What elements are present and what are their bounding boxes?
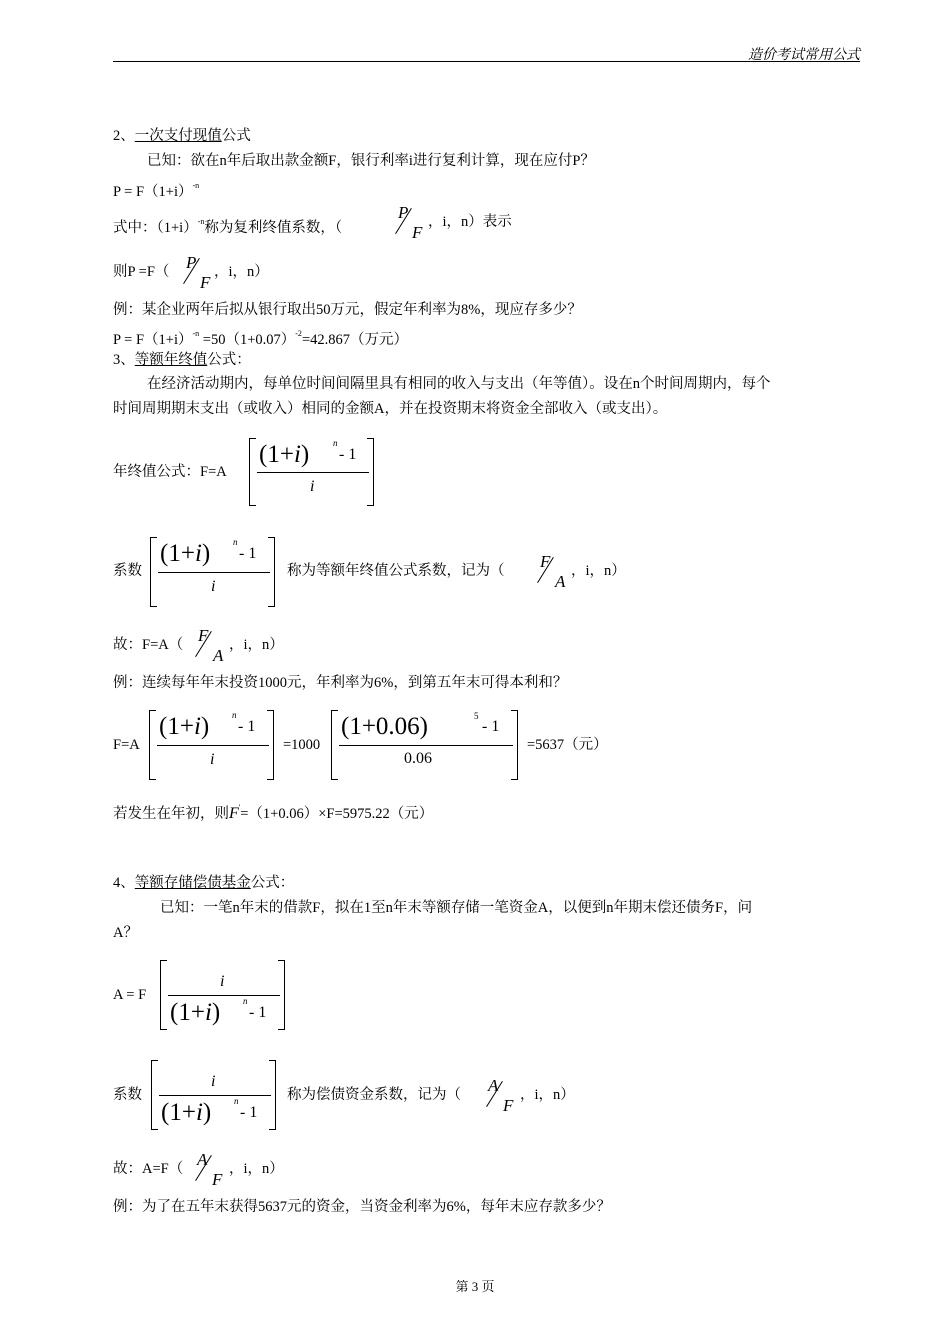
running-header: 造价考试常用公式 <box>748 48 860 63</box>
section-3-begin-year: 若发生在年初，则F'=（1+0.06）×F=5975.22（元） <box>113 803 434 822</box>
fv-minus-one: - 1 <box>339 446 357 463</box>
header-rule <box>113 61 860 62</box>
section-4-example: 例：为了在五年末获得5637元的资金，当资金利率为6%，每年末应存款多少？ <box>113 1199 611 1215</box>
section-2-example: 例：某企业两年后拟从银行取出50万元，假定年利率为8%，现应存多少？ <box>113 302 582 318</box>
fv-numerator: (1+i) <box>259 441 310 468</box>
calc-eq: =1000 <box>283 737 321 753</box>
calc-result: =5637（元） <box>527 737 608 753</box>
section-3-example: 例：连续每年年末投资1000元，年利率为6%，到第五年末可得本利和？ <box>113 675 568 691</box>
fv-exponent: n <box>333 438 338 448</box>
section-2-formula: $P = F(1+i)^{-n}$ <box>113 181 200 200</box>
ratio-bottom: F <box>503 1096 514 1115</box>
section-2-coef-line: 式中：$(1+i)^{-n}$称为复利终值系数，（ <box>113 217 343 236</box>
ratio-bottom: F <box>200 273 211 292</box>
ratio-bottom: A <box>555 572 566 591</box>
calc-minus-one: - 1 <box>482 718 500 735</box>
section-3-desc-2: 时间周期期末支出（或收入）相同的金额A，并在投资期末将资金全部收入（或支出）。 <box>113 401 668 417</box>
ratio-bottom: A <box>213 646 224 665</box>
ratio-top: P <box>186 253 197 272</box>
section-4-therefore-end: ，i，n） <box>229 1161 284 1177</box>
ratio-bottom: F <box>412 223 423 242</box>
section-4-heading: 4、等额存储偿债基金公式： <box>113 875 295 891</box>
sinking-coef-text: 称为偿债资金系数，记为（ <box>287 1087 461 1103</box>
sinking-coef-end: ，i，n） <box>520 1087 575 1103</box>
page-number: 第 3 页 <box>455 1279 495 1294</box>
calc-exponent: 5 <box>474 711 479 721</box>
calc-label: F=A <box>113 737 140 753</box>
sinking-coef-label: 系数 <box>113 1087 142 1103</box>
section-2-heading: 2、一次支付现值公式 <box>113 128 251 144</box>
section-2-then: 则P =F（ <box>113 264 170 280</box>
ratio-top: F <box>540 552 551 571</box>
section-4-therefore: 故：A=F（ <box>113 1161 184 1177</box>
fv-denominator: i <box>310 478 315 495</box>
ratio-top: A <box>197 1150 208 1169</box>
calc-numerator: (1+0.06) <box>341 713 428 740</box>
section-3-desc-1: 在经济活动期内，每单位时间间隔里具有相同的收入与支出（年等值）。设在n个时间周期内，每个 <box>147 376 771 392</box>
section-2-calc: $P = F(1+i)^{-n} =50(1+0.07)^{-2}=42.867$（万元） <box>113 329 408 348</box>
sinking-formula-label: A = F <box>113 987 147 1003</box>
section-4-known-2: A？ <box>113 925 138 941</box>
section-3-heading: 3、等额年终值公式： <box>113 352 251 368</box>
fv-formula-label: 年终值公式：F=A <box>113 464 227 480</box>
section-2-known: 已知：欲在n年后取出款金额F，银行利率i进行复利计算，现在应付P？ <box>147 153 595 169</box>
section-2-then-end: ，i，n） <box>214 264 269 280</box>
ratio-top: F <box>198 626 209 645</box>
ratio-top: A <box>488 1076 499 1095</box>
calc-denominator: 0.06 <box>404 750 432 767</box>
section-3-therefore-end: ，i，n） <box>229 637 284 653</box>
coef-text: 称为等额年终值公式系数，记为（ <box>287 563 505 579</box>
coef-end: ，i，n） <box>571 563 626 579</box>
section-2-coef-end: ，i，n）表示 <box>428 214 512 230</box>
ratio-bottom: F <box>212 1170 223 1189</box>
section-3-therefore: 故：F=A（ <box>113 637 184 653</box>
coef-label: 系数 <box>113 563 142 579</box>
section-4-known-1: 已知：一笔n年末的借款F，拟在1至n年末等额存储一笔资金A，以便到n年期末偿还债务F，问 <box>160 900 753 916</box>
ratio-top: P <box>398 203 409 222</box>
